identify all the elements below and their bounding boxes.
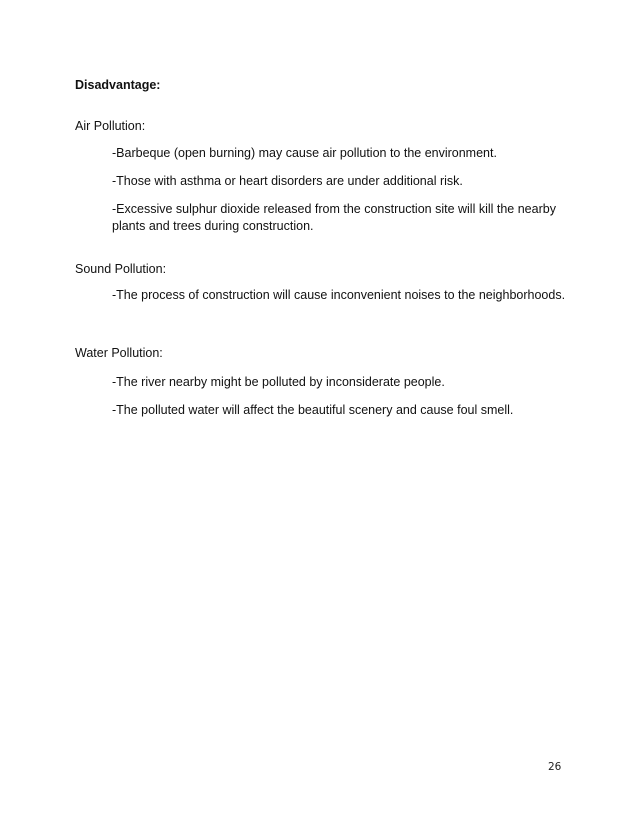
list-item: -The river nearby might be polluted by inconsiderate people. [112,375,445,389]
list-item: -Excessive sulphur dioxide released from the construction site will kill the nearby plants and trees during construction. [112,202,556,233]
list-item: -The polluted water will affect the beautiful scenery and cause foul smell. [112,403,514,417]
section-title-water-pollution: Water Pollution: [75,346,163,360]
list-item: -The process of construction will cause inconvenient noises to the neighborhoods. [112,288,566,302]
section-title-sound-pollution: Sound Pollution: [75,262,167,276]
page-number: 26 [548,761,562,773]
list-item: -Barbeque (open burning) may cause air pollution to the environment. [112,146,497,160]
document-heading: Disadvantage: [75,78,161,92]
list-item: -Those with asthma or heart disorders are under additional risk. [112,174,463,188]
section-title-air-pollution: Air Pollution: [75,119,146,133]
